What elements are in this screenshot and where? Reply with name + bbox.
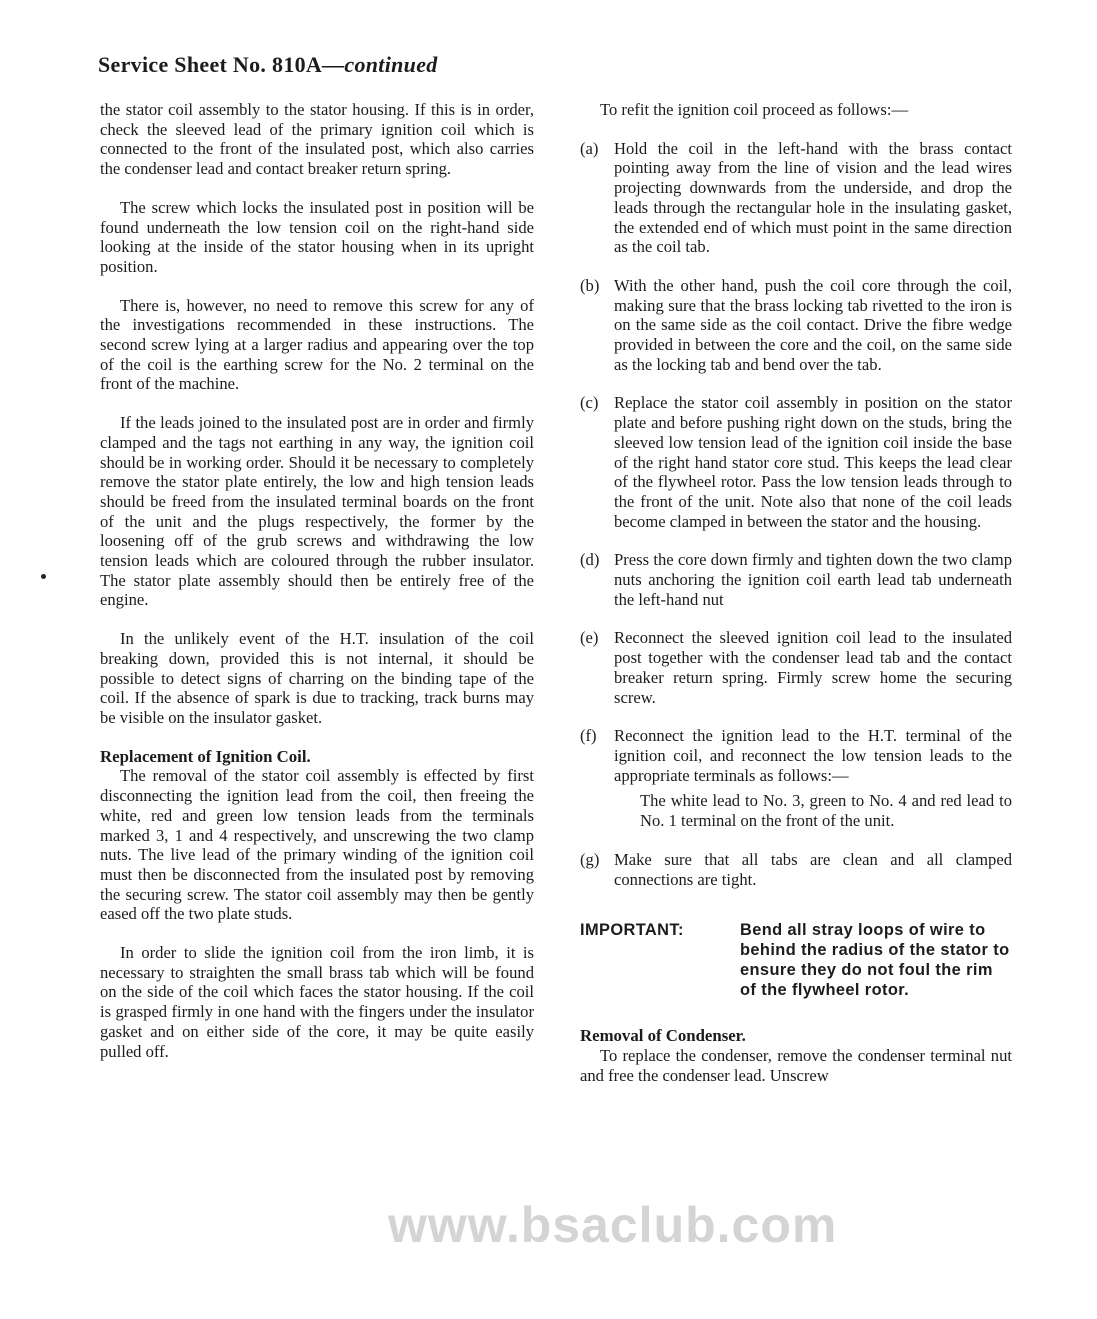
left-column — [100, 100, 534, 1061]
step-text: Reconnect the sleeved ignition coil lead to the insulated post together with the condenser lead tab and the contact breaker return spring. Firmly screw home the securing screw. — [614, 628, 1012, 707]
paragraph: The screw which locks the insulated post in position will be found underneath the low tension coil on the right-hand side looking at the inside of the stator housing when in its upright position. — [100, 197, 534, 276]
step-text: Replace the stator coil assembly in position on the stator plate and before pushing right down on the studs, bring the sleeved low tension lead of the ignition coil inside the base of the right hand stator core stud. This keeps the lead clear of the flywheel rotor. Pass the low tension leads through to the front of the unit. Note also that none of the coil leads become clamped in between the stator and the housing. — [614, 393, 1012, 531]
step-e — [580, 628, 1012, 707]
paragraph: In the unlikely event of the H.T. insulation of the coil breaking down, provided this is not internal, it should be possible to detect signs of charring on the binding tape of the coil. If the absence of spark is due to tracking, track burns may be visible on the insulator gasket. — [100, 629, 534, 727]
step-marker: (e) — [580, 628, 599, 648]
section-heading: Removal of Condenser. — [580, 1026, 746, 1046]
paragraph: To replace the condenser, remove the condenser terminal nut and free the condenser lead. Unscrew — [580, 1046, 1012, 1085]
watermark: www.bsaclub.com — [388, 1197, 838, 1253]
step-a — [580, 139, 1012, 257]
step-marker: (a) — [580, 138, 599, 158]
paragraph: In order to slide the ignition coil from the iron limb, it is necessary to straighten the small brass tab which will be found on the side of the coil which faces the stator housing. If the coil is grasped firmly in one hand with the fingers under the insulator gasket and on either side of the core, it may be quite easily pulled off. — [100, 943, 534, 1061]
important-text: Bend all stray loops of wire to behind the radius of the stator to ensure they do not foul the rim of the flywheel rotor. — [740, 921, 1010, 999]
paragraph: There is, however, no need to remove this screw for any of the investigations recommended in these instructions. The second screw lying at a larger radius and appearing over the top of the coil is the earthing screw for the No. 2 terminal on the front of the machine. — [100, 295, 534, 394]
right-column — [580, 100, 1012, 1086]
step-d — [580, 550, 1012, 609]
step-marker: (g) — [580, 849, 600, 869]
step-f-subtext: The white lead to No. 3, green to No. 4 and red lead to No. 1 terminal on the front of the unit. — [640, 791, 1012, 831]
step-text-main: Reconnect the ignition lead to the H.T. terminal of the ignition coil, and reconnect the low tension leads to the appropriate terminals as follows:— — [614, 726, 1012, 785]
page-title — [98, 52, 438, 78]
paragraph: the stator coil assembly to the stator housing. If this is in order, check the sleeved lead of the primary ignition coil which is connected to the front of the insulated post, which also carries the condenser lead and contact breaker return spring. — [100, 100, 534, 179]
page-title-text: Service Sheet No. 810A — [98, 52, 323, 77]
step-marker: (c) — [580, 393, 599, 413]
step-text: Make sure that all tabs are clean and all clamped connections are tight. — [614, 849, 1012, 889]
important-note — [580, 921, 1012, 1000]
step-c — [580, 393, 1012, 531]
margin-dot — [41, 574, 46, 579]
section-heading: Replacement of Ignition Coil. — [100, 746, 311, 766]
page-title-continued: —continued — [322, 52, 438, 77]
step-f — [580, 726, 1012, 831]
important-label: IMPORTANT: — [580, 921, 684, 940]
paragraph: The removal of the stator coil assembly is effected by first disconnecting the ignition lead from the coil, then freeing the white, red and green low tension leads from the terminals marked 3, 1 and 4 respectively, and unscrewing the two clamp nuts. The live lead of the primary winding of the ignition coil must then be disconnected from the insulated post by removing the securing screw. The stator coil assembly may then be gently eased off the two plate studs. — [100, 766, 534, 924]
step-g — [580, 850, 1012, 889]
procedure-intro: To refit the ignition coil proceed as follows:— — [600, 100, 909, 119]
paragraph: If the leads joined to the insulated post are in order and firmly clamped and the tags not earthing in any way, the ignition coil should be in working order. Should it be necessary to completely remove the stator plate entirely, the low and high tension leads should be freed from the insulated terminal boards on the front of the unit and the plugs respectively, the former by the loosening off of the grub screws and withdrawing the low tension leads which are coloured through the rubber insulator. The stator plate assembly should then be entirely free of the engine. — [100, 413, 534, 610]
step-marker: (b) — [580, 275, 600, 295]
step-b — [580, 276, 1012, 375]
step-text: With the other hand, push the coil core through the coil, making sure that the brass locking tab rivetted to the iron is on the same side as the coil contact. Drive the fibre wedge provided in between the core and the coil, on the same side as the locking tab and bend over the tab. — [614, 275, 1012, 374]
step-text — [614, 726, 1012, 831]
step-text: Press the core down firmly and tighten down the two clamp nuts anchoring the ignition coil earth lead tab underneath the left-hand nut — [614, 550, 1012, 609]
step-marker: (d) — [580, 550, 600, 570]
step-marker: (f) — [580, 726, 597, 746]
step-text: Hold the coil in the left-hand with the brass contact pointing away from the line of vision and the lead wires projecting downwards from the underside, and drop the leads through the rectangular hole in the insulating gasket, the extended end of which must point in the same direction as the coil tab. — [614, 138, 1012, 257]
